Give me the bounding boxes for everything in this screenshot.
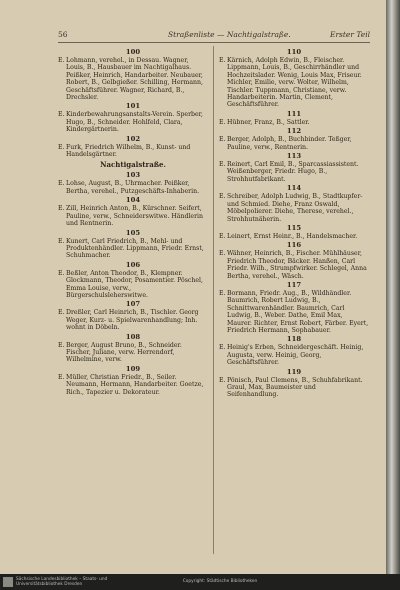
resident-entry [58, 205, 208, 227]
resident-entry [58, 180, 208, 195]
resident-entry [219, 290, 369, 334]
resident-text: Berger, August Bruno, B., Schneider. Fischer, Juliane, verw. Herrendorf, Wilhelmine, verw. [66, 341, 182, 364]
resident-text: Heinig's Erben, Schneidergeschäft. Heinig, Augusta, verw. Heinig, Georg, Geschäftsführer. [227, 344, 364, 367]
column-divider [213, 46, 214, 554]
resident-entry [58, 309, 208, 331]
resident-entry [219, 161, 369, 183]
resident-text: Hübner, Franz, B., Sattler. [227, 118, 310, 126]
part-label: Erster Teil [330, 30, 370, 39]
house-number: 106 [125, 260, 141, 269]
resident-text: Dreßler, Carl Heinrich, B., Tischler. Georg Weger, Kurz- u. Spielwarenhandlung; Inh. wohnt in Döbeln. [66, 309, 199, 332]
resident-text: Schreiber, Adolph Ludwig, B., Stadtkupfer- und Schmied. Diehe, Franz Oswald, Möbelpolierer. Diehe, Therese, verehel., Strohhutnäherin. [227, 193, 363, 223]
resident-entry [58, 270, 208, 300]
house-number: 104 [125, 196, 141, 205]
house-number: 111 [286, 109, 302, 118]
page-number: 56 [58, 30, 68, 39]
owner-marker: E. [58, 111, 65, 119]
house-number: 115 [286, 223, 302, 232]
owner-marker: E. [219, 161, 226, 169]
owner-marker: E. [219, 344, 226, 352]
resident-text: Kunert, Carl Friedrich, B., Mehl- und Produktenhändler. Lippmann, Friedr. Ernst, Schuhmacher. [66, 237, 204, 260]
footer-institution: Sächsische Landesbibliothek – Staats- und Universitätsbibliothek Dresden [16, 577, 108, 587]
house-number: 107 [125, 300, 141, 309]
owner-marker: E. [219, 118, 226, 126]
resident-entry [219, 136, 369, 151]
owner-marker: E. [219, 232, 226, 240]
library-logo-icon [3, 577, 13, 587]
resident-entry [219, 250, 369, 280]
house-number: 108 [125, 332, 141, 341]
owner-marker: E. [58, 237, 65, 245]
resident-entry [219, 119, 369, 126]
resident-entry [58, 342, 208, 364]
owner-marker: E. [58, 341, 65, 349]
footer-rights: Copyright: Städtische Bibliotheken [182, 579, 258, 584]
left-column [58, 47, 208, 396]
footer-bar [0, 574, 400, 590]
house-number: 112 [286, 127, 302, 136]
owner-marker: E. [58, 373, 65, 381]
street-heading: Nachtigalstraße. [100, 160, 166, 170]
resident-entry [219, 193, 369, 223]
owner-marker: E. [58, 269, 65, 277]
resident-entry [58, 374, 208, 396]
resident-text: Zill, Heinrich Anton, B., Kürschner. Seifert, Pauline, verw., Schneiderswitwe. Händlerin und Rentnerin. [66, 205, 203, 228]
owner-marker: E. [58, 143, 65, 151]
resident-text: Lohmann, verehel., in Dessau. Wagner, Louis, B., Hausbauer im Nachtigalhaus. Peißker, Heinrich, Handarbeiter. Neubauer, Robert, B., Gelbgießer. Schilling, Hermann, Geschäftsführer. Wagner, Richard, B., Drechsler. [66, 57, 203, 102]
owner-marker: E. [219, 136, 226, 144]
resident-entry [58, 144, 208, 159]
house-number: 116 [286, 241, 302, 250]
resident-entry [58, 57, 208, 101]
owner-marker: E. [219, 57, 226, 64]
house-number: 114 [286, 184, 302, 193]
book-spine [386, 0, 400, 574]
resident-text: Berger, Adolph, B., Buchbinder. Teßger, Pauline, verw., Rentnerin. [227, 136, 352, 151]
house-number: 110 [286, 48, 302, 56]
house-number: 117 [286, 280, 302, 289]
owner-marker: E. [219, 289, 226, 297]
house-number: 118 [286, 335, 302, 344]
resident-text: Beßler, Anton Theodor, B., Klempner. Glockmann, Theodor, Posamentier. Pöschel, Emma Louise, verw., Bürgerschulsleherswitwe. [66, 269, 203, 299]
house-number: 109 [125, 364, 141, 373]
resident-text: Lohse, August, B., Uhrmacher. Peißker, Bertha, verehel., Putzgeschäfts-Inhaberin. [66, 180, 200, 195]
resident-text: Wähner, Heinrich, B., Fischer. Mühlhäuser, Friedrich Theodor, Bäcker. Hanßen, Carl Friedr. Wilh., Strumpfwirker. Schlegel, Anna Bertha, verehel., Wäsch. [227, 250, 367, 280]
header-rule [58, 42, 370, 43]
resident-text: Reinert, Carl Emil, B., Sparcassiassistent. Weißenberger, Friedr. Hugo, B., Strohhutfabrikant. [227, 161, 359, 183]
resident-entry [58, 111, 208, 133]
resident-text: Leinert, Ernst Heinr., B., Handelsmacher. [227, 232, 358, 240]
house-number: 105 [125, 228, 141, 237]
owner-marker: E. [58, 180, 65, 188]
resident-text: Müller, Christian Friedr., B., Seiler. Neumann, Hermann, Handarbeiter. Goetze, Rich., Tapezier u. Dekorateur. [66, 373, 204, 396]
owner-marker: E. [219, 376, 226, 384]
resident-text: Bormann, Friedr. Aug., B., Wildhändler. Baumrich, Robert Ludwig, B., Schnittwarenhändler. Baumrich, Carl Ludwig, B., Weber. Dathe, Emil Max, Maurer. Richter, Ernst Robert, Färber. Eyert, Friedrich Hermann, Sophabauer. [227, 289, 369, 334]
owner-marker: E. [58, 309, 65, 317]
resident-entry [58, 238, 208, 260]
resident-entry [219, 233, 369, 240]
right-column [219, 47, 369, 399]
house-number: 103 [125, 171, 141, 180]
owner-marker: E. [219, 193, 226, 201]
running-title: Straßenliste — Nachtigalstraße. [168, 30, 291, 39]
resident-text: Kinderbewahrungsanstalts-Verein. Sperber, Hugo, B., Schneider. Hohlfeld, Clara, Kindergärtnerin. [66, 111, 203, 134]
house-number: 101 [125, 102, 141, 111]
resident-text: Kärnich, Adolph Edwin, B., Fleischer. Lippmann, Louis, B., Geschirrhändler und Hochzeitslader. Wenig, Louis Max, Friseur. Michler, Emilie, verw. Wolter, Wilhelm, Tischler. Tuppmann, Christiane, verw. Handarbeiterin. Martin, Clement, Geschäftsführer. [227, 57, 362, 109]
house-number: 100 [125, 48, 141, 56]
owner-marker: E. [58, 205, 65, 213]
running-head [58, 30, 370, 40]
resident-entry [219, 377, 369, 399]
resident-text: Furk, Friedrich Wilhelm, B., Kunst- und Handelsgärtner. [66, 143, 191, 159]
resident-text: Pönisch, Paul Clemens, B., Schuhfabrikant. Graul, Max, Baumeister und Seifenhandlung. [227, 376, 363, 399]
house-number: 119 [286, 367, 302, 376]
house-number: 113 [286, 152, 302, 161]
resident-entry [219, 344, 369, 366]
house-number: 102 [125, 134, 141, 143]
owner-marker: E. [219, 250, 226, 258]
owner-marker: E. [58, 57, 65, 64]
resident-entry [219, 57, 369, 109]
